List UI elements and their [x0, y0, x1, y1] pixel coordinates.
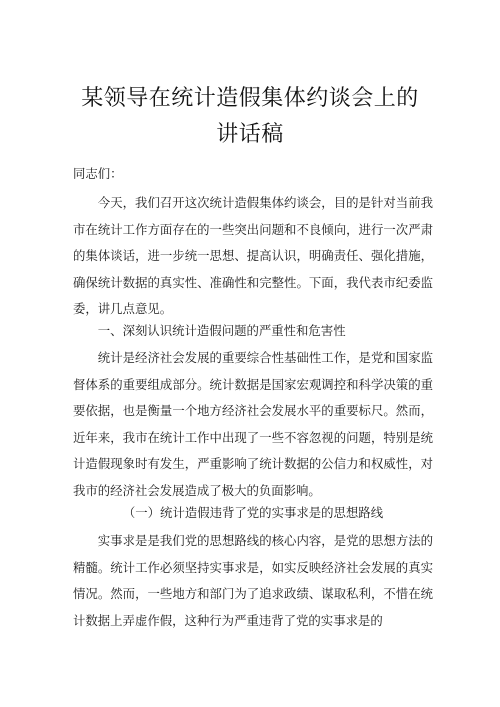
paragraph-intro: 今天，我们召开这次统计造假集体约谈会，目的是针对当前我市在统计工作方面存在的一些突出问题和不良倾向，进行一次严肃的集体谈话，进一步统一思想、提高认识，明确责任、强化措施，确保统计数据的真实性、准确性和完整性。下面，我代表市纪委监委，讲几点意见。	[73, 195, 433, 316]
document-title-line-2: 讲话稿	[216, 122, 284, 147]
paragraph-subsection-1: 实事求是是我们党的思想路线的核心内容，是党的思想方法的精髓。统计工作必须坚持实事求是，如实反映经济社会发展的真实情况。然而，一些地方和部门为了追求政绩、谋取私利，不惜在统计数据上弄虚作假，这种行为严重违背了党的实事求是的	[73, 533, 433, 628]
salutation: 同志们：	[73, 166, 123, 181]
document-title-line-1: 某领导在统计造假集体约谈会上的	[81, 86, 419, 111]
subsection-heading-1: （一）统计造假违背了党的实事求是的思想路线	[122, 505, 384, 520]
section-heading-1: 一、深刻认识统计造假问题的严重性和危害性	[97, 323, 346, 338]
paragraph-section-1: 统计是经济社会发展的重要综合性基础性工作，是党和国家监督体系的重要组成部分。统计数据是国家宏观调控和科学决策的重要依据，也是衡量一个地方经济社会发展水平的重要标尺。然而，近年来，我市在统计工作中出现了一些不容忽视的问题，特别是统计造假现象时有发生，严重影响了统计数据的公信力和权威性，对我市的经济社会发展造成了极大的负面影响。	[73, 350, 433, 498]
